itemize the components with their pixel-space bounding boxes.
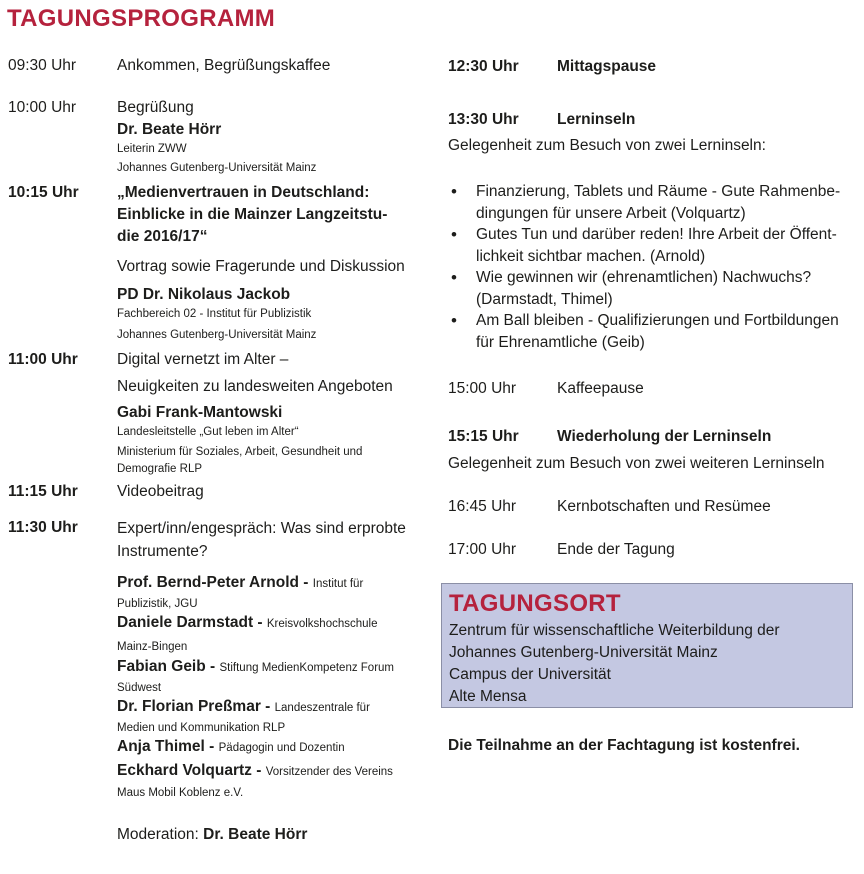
item-1000-label: Begrüßung <box>117 99 194 116</box>
panelist-name: Fabian Geib <box>117 658 206 675</box>
time-1700: 17:00 Uhr <box>448 541 517 558</box>
venue-line: Campus der Universität <box>449 666 611 683</box>
time-1000: 10:00 Uhr <box>8 99 77 116</box>
panelist-affiliation: Vorsitzender des Vereins <box>265 766 393 778</box>
panelist-name: Eckhard Volquartz <box>117 762 252 779</box>
item-1130-line: Expert/inn/engespräch: Was sind erprobte <box>117 520 406 537</box>
item-1645: Kernbotschaften und Resümee <box>557 498 771 515</box>
speaker-role: Demografie RLP <box>117 463 203 475</box>
panelist-affiliation: Mainz-Bingen <box>117 641 188 653</box>
time-0930: 09:30 Uhr <box>8 57 77 74</box>
panelist: Anja Thimel - Pädagogin und Dozentin <box>117 738 345 755</box>
speaker-role: Landesleitstelle „Gut leben im Alter“ <box>117 426 299 438</box>
fee-note: Die Teilnahme an der Fachtagung ist kostenfrei. <box>448 737 800 754</box>
speaker-name: Dr. Beate Hörr <box>117 121 222 138</box>
talk-description: Vortrag sowie Fragerunde und Diskussion <box>117 258 405 275</box>
item-1700: Ende der Tagung <box>557 541 675 558</box>
item-1330: Lerninseln <box>557 111 636 128</box>
list-item: • Wie gewinnen wir (ehrenamtlichen) Nachwuchs? (Darmstadt, Thimel) <box>448 267 840 310</box>
lerninseln-list <box>448 181 840 353</box>
panelist-affiliation: Stiftung MedienKompetenz Forum <box>219 662 395 674</box>
time-1100: 11:00 Uhr <box>8 351 78 368</box>
speaker-org: Johannes Gutenberg-Universität Mainz <box>117 162 317 174</box>
panelist: Prof. Bernd-Peter Arnold - Institut für <box>117 574 364 591</box>
item-1130-line: Instrumente? <box>117 543 208 560</box>
page-title: TAGUNGSPROGRAMM <box>7 5 276 32</box>
panelist-name: Daniele Darmstadt <box>117 614 254 631</box>
list-item: • Gutes Tun und darüber reden! Ihre Arbeit der Öffent- lichkeit sichtbar machen. (Arnold) <box>448 224 840 267</box>
panelist-name: Anja Thimel <box>117 738 205 755</box>
time-1130: 11:30 Uhr <box>8 519 78 536</box>
panelist-affiliation: Institut für <box>312 578 364 590</box>
list-item: • Finanzierung, Tablets und Räume - Gute Rahmenbe- dingungen für unsere Arbeit (Volquartz) <box>448 181 840 224</box>
panelist-affiliation: Kreisvolkshochschule <box>266 618 378 630</box>
venue-box <box>441 583 853 708</box>
speaker-org: Johannes Gutenberg-Universität Mainz <box>117 329 317 341</box>
talk-title-line: die 2016/17“ <box>117 228 208 245</box>
speaker-role: Ministerium für Soziales, Arbeit, Gesundheit und <box>117 446 363 458</box>
panelist-affiliation: Medien und Kommunikation RLP <box>117 722 286 734</box>
time-1645: 16:45 Uhr <box>448 498 517 515</box>
moderation-name: Dr. Beate Hörr <box>203 826 308 843</box>
talk-title-line: „Medienvertrauen in Deutschland: <box>117 184 370 201</box>
speaker-role: Fachbereich 02 - Institut für Publizistik <box>117 308 312 320</box>
item-1500: Kaffeepause <box>557 380 644 397</box>
panelist: Eckhard Volquartz - Vorsitzender des Vereins <box>117 762 393 779</box>
venue-title: TAGUNGSORT <box>449 590 621 617</box>
panelist: Daniele Darmstadt - Kreisvolkshochschule <box>117 614 378 631</box>
panelist-affiliation: Pädagogin und Dozentin <box>218 742 345 754</box>
speaker-name: Gabi Frank-Mantowski <box>117 404 283 421</box>
talk-title-line: Einblicke in die Mainzer Langzeitstu- <box>117 206 388 223</box>
time-1515: 15:15 Uhr <box>448 428 519 445</box>
item-1515: Wiederholung der Lerninseln <box>557 428 772 445</box>
venue-line: Johannes Gutenberg-Universität Mainz <box>449 644 718 661</box>
panelist-name: Dr. Florian Preßmar <box>117 698 261 715</box>
time-1500: 15:00 Uhr <box>448 380 517 397</box>
item-1115: Videobeitrag <box>117 483 204 500</box>
venue-line: Alte Mensa <box>449 688 527 705</box>
item-1100-line: Neuigkeiten zu landesweiten Angeboten <box>117 378 393 395</box>
time-1115: 11:15 Uhr <box>8 483 78 500</box>
panelist-affiliation: Maus Mobil Koblenz e.V. <box>117 787 244 799</box>
panelist: Dr. Florian Preßmar - Landeszentrale für <box>117 698 370 715</box>
item-1330-intro: Gelegenheit zum Besuch von zwei Lerninseln: <box>448 137 766 154</box>
item-1230: Mittagspause <box>557 58 657 75</box>
speaker-name: PD Dr. Nikolaus Jackob <box>117 286 291 303</box>
panelist-affiliation: Landeszentrale für <box>274 702 370 714</box>
list-item: • Am Ball bleiben - Qualifizierungen und Fortbildungen für Ehrenamtliche (Geib) <box>448 310 840 353</box>
time-1015: 10:15 Uhr <box>8 184 79 201</box>
moderation <box>117 825 307 845</box>
time-1330: 13:30 Uhr <box>448 111 519 128</box>
item-1100-line: Digital vernetzt im Alter – <box>117 351 289 368</box>
item-0930: Ankommen, Begrüßungskaffee <box>117 57 331 74</box>
item-1515-intro: Gelegenheit zum Besuch von zwei weiteren Lerninseln <box>448 455 825 472</box>
panelist: Fabian Geib - Stiftung MedienKompetenz Forum <box>117 658 395 675</box>
panelist-affiliation: Publizistik, JGU <box>117 598 198 610</box>
panelist-name: Prof. Bernd-Peter Arnold <box>117 574 299 591</box>
moderation-label: Moderation: <box>117 826 204 843</box>
speaker-role: Leiterin ZWW <box>117 143 187 155</box>
venue-line: Zentrum für wissenschaftliche Weiterbildung der <box>449 622 780 639</box>
panelist-affiliation: Südwest <box>117 682 162 694</box>
time-1230: 12:30 Uhr <box>448 58 519 75</box>
